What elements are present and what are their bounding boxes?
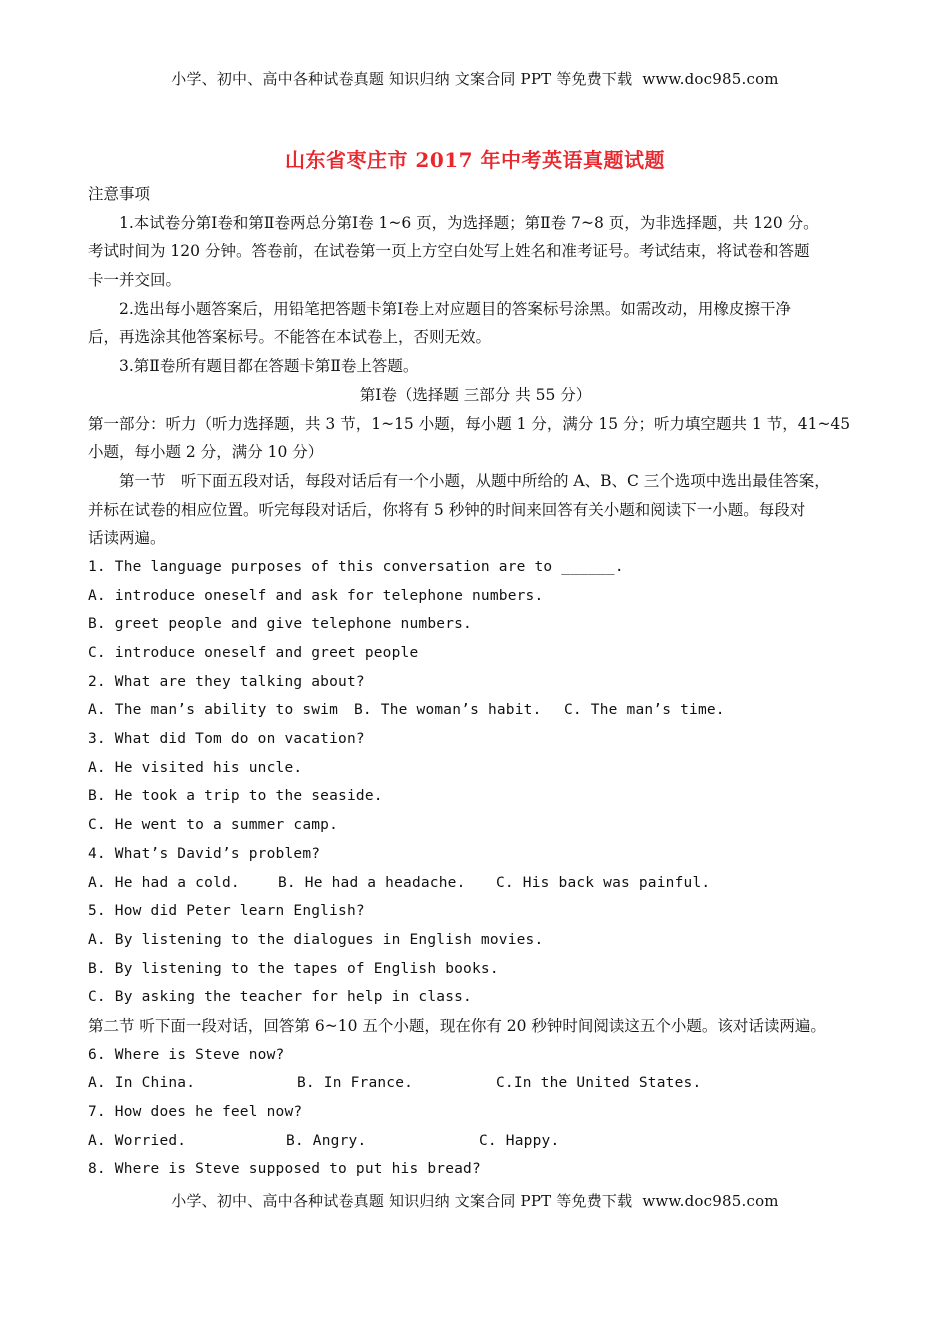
q6-option-a: A. In China. xyxy=(88,1075,196,1092)
page-footer xyxy=(0,1190,950,1211)
sec-1-line-3: 话读两遍。 xyxy=(88,529,166,548)
notice-heading: 注意事项 xyxy=(88,185,151,203)
q6-stem: 6. Where is Steve now? xyxy=(88,1046,285,1063)
q1-option-c: C. introduce oneself and greet people xyxy=(88,645,419,661)
q4-options xyxy=(88,869,863,898)
footer-site[interactable]: www.doc985.com xyxy=(642,1192,779,1210)
q5-option-c: C. By asking the teacher for help in class. xyxy=(88,989,472,1006)
notice-item-3: 3.第Ⅱ卷所有题目都在答题卡第Ⅱ卷上答题。 xyxy=(119,357,419,376)
q2-option-c: C. The man’s time. xyxy=(564,702,725,719)
sec-1-line-1: 第一节 听下面五段对话，每段对话后有一个小题，从题中所给的 A、B、C 三个选项中选出最佳答案， xyxy=(119,471,830,490)
notice-item-1-line-2: 考试时间为 120 分钟。答卷前，在试卷第一页上方空白处写上姓名和准考证号。考试结束，将试卷和答题 xyxy=(88,242,810,261)
q3-option-a: A. He visited his uncle. xyxy=(88,759,303,776)
notice-item-1-line-1: 1.本试卷分第Ⅰ卷和第Ⅱ卷两总分第Ⅰ卷 1~6 页，为选择题；第Ⅱ卷 7~8 页，为非选择题，共 120 分。 xyxy=(119,213,819,232)
q2-option-b: B. The woman’s habit. xyxy=(354,702,542,719)
q6-options xyxy=(88,1069,863,1098)
q3-option-c: C. He went to a summer camp. xyxy=(88,817,339,834)
q1-option-b: B. greet people and give telephone numbers. xyxy=(88,616,472,633)
q2-options xyxy=(88,696,863,725)
q3-option-b: B. He took a trip to the seaside. xyxy=(88,788,383,805)
page-title: 山东省枣庄市 2017 年中考英语真题试题 xyxy=(284,148,666,172)
q7-option-c: C. Happy. xyxy=(479,1132,560,1149)
q7-options xyxy=(88,1127,863,1156)
q4-stem: 4. What’s David’s problem? xyxy=(88,845,321,862)
q7-stem: 7. How does he feel now? xyxy=(88,1104,303,1120)
q5-stem: 5. How did Peter learn English? xyxy=(88,903,365,920)
document-body xyxy=(88,180,863,1184)
q6-option-c: C.In the United States. xyxy=(496,1075,702,1092)
header-site[interactable]: www.doc985.com xyxy=(642,70,779,88)
footer-text: 小学、初中、高中各种试卷真题 知识归纳 文案合同 PPT 等免费下载 xyxy=(171,1192,633,1210)
q3-stem: 3. What did Tom do on vacation? xyxy=(88,731,365,748)
q8-stem: 8. Where is Steve supposed to put his bread? xyxy=(88,1161,481,1178)
notice-item-2-line-2: 后，再选涂其他答案标号。不能答在本试卷上，否则无效。 xyxy=(88,328,492,347)
q4-option-b: B. He had a headache. xyxy=(278,874,466,891)
part-1-line-2: 小题，每小题 2 分，满分 10 分） xyxy=(88,443,324,462)
sec-2-line-1: 第二节 听下面一段对话，回答第 6~10 五个小题，现在你有 20 秒钟时间阅读这五个小题。该对话读两遍。 xyxy=(88,1016,826,1035)
q2-stem: 2. What are they talking about? xyxy=(88,673,365,690)
section-1-heading: 第Ⅰ卷（选择题 三部分 共 55 分） xyxy=(359,385,592,404)
notice-item-2-line-1: 2.选出每小题答案后，用铅笔把答题卡第Ⅰ卷上对应题目的答案标号涂黑。如需改动，用橡皮擦干净 xyxy=(119,299,791,318)
part-1-line-1: 第一部分：听力（听力选择题，共 3 节，1~15 小题，每小题 1 分，满分 15 分；听力填空题共 1 节，41~45 xyxy=(88,414,851,433)
header-text: 小学、初中、高中各种试卷真题 知识归纳 文案合同 PPT 等免费下载 xyxy=(171,70,633,88)
sec-1-line-2: 并标在试卷的相应位置。听完每段对话后，你将有 5 秒钟的时间来回答有关小题和阅读下一小题。每段对 xyxy=(88,500,806,519)
q6-option-b: B. In France. xyxy=(297,1075,414,1092)
page-header xyxy=(0,68,950,89)
q5-option-b: B. By listening to the tapes of English books. xyxy=(88,960,499,977)
q2-option-a: A. The man’s ability to swim xyxy=(88,702,339,719)
q5-option-a: A. By listening to the dialogues in English movies. xyxy=(88,931,544,948)
q7-option-a: A. Worried. xyxy=(88,1132,187,1149)
q1-stem: 1. The language purposes of this conversation are to ______. xyxy=(88,558,624,575)
q7-option-b: B. Angry. xyxy=(286,1132,367,1149)
q1-option-a: A. introduce oneself and ask for telephone numbers. xyxy=(88,587,544,604)
q4-option-a: A. He had a cold. xyxy=(88,874,240,891)
notice-item-1-line-3: 卡一并交回。 xyxy=(88,271,182,290)
q4-option-c: C. His back was painful. xyxy=(496,874,711,891)
